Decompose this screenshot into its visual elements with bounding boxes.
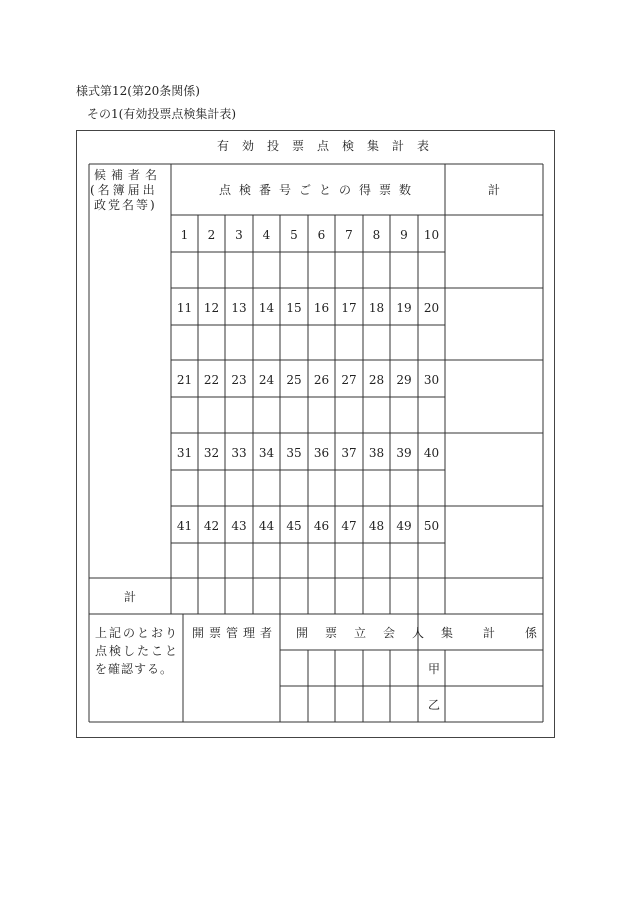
tally-row-b: 乙 — [428, 698, 441, 712]
tally-row-a: 甲 — [428, 662, 441, 676]
check-number: 31 — [176, 446, 193, 460]
check-number: 23 — [231, 373, 247, 387]
check-number: 7 — [345, 228, 353, 242]
check-number: 26 — [313, 373, 330, 387]
check-number: 5 — [290, 228, 298, 242]
check-number: 21 — [176, 373, 193, 387]
check-number: 12 — [203, 301, 220, 315]
tally-label: 集計係 — [441, 626, 568, 640]
check-number: 39 — [396, 446, 412, 460]
check-number: 11 — [176, 301, 193, 315]
check-number: 41 — [176, 519, 193, 533]
check-number: 2 — [207, 228, 216, 242]
check-number: 30 — [423, 373, 440, 387]
check-number: 4 — [262, 228, 271, 242]
check-number: 24 — [258, 373, 275, 387]
check-number: 35 — [286, 446, 302, 460]
check-number: 44 — [258, 519, 275, 533]
total-header: 計 — [488, 183, 501, 197]
check-number: 27 — [341, 373, 357, 387]
candidate-header-line-3: 政党名等) — [94, 198, 157, 212]
check-number: 16 — [313, 301, 330, 315]
check-number: 8 — [372, 228, 381, 242]
check-number: 43 — [231, 519, 247, 533]
check-number: 46 — [313, 519, 330, 533]
check-number: 45 — [286, 519, 302, 533]
count-header: 点検番号ごとの得票数 — [219, 183, 420, 197]
row-total-label: 計 — [124, 590, 137, 604]
statement-line-3: を確認する。 — [95, 662, 174, 676]
check-number: 13 — [231, 301, 247, 315]
check-number: 38 — [368, 446, 385, 460]
statement-line-2: 点検したこと — [95, 644, 180, 658]
manager-label: 開票管理者 — [192, 626, 278, 640]
check-number: 36 — [313, 446, 330, 460]
check-number: 33 — [231, 446, 247, 460]
check-number: 42 — [203, 519, 220, 533]
check-number: 20 — [423, 301, 440, 315]
candidate-header-line-1: 候補者名 — [94, 168, 163, 182]
statement-line-1: 上記のとおり — [95, 626, 180, 640]
form-number: 様式第12(第20条関係) — [76, 84, 200, 98]
check-number: 50 — [423, 519, 440, 533]
check-number: 10 — [423, 228, 440, 242]
check-number: 47 — [341, 519, 357, 533]
check-number: 40 — [423, 446, 440, 460]
candidate-header-line-2: (名簿届出 — [90, 183, 158, 197]
check-number: 37 — [341, 446, 357, 460]
check-number: 25 — [286, 373, 302, 387]
witness-label: 開票立会人 — [296, 626, 442, 640]
check-number: 19 — [396, 301, 412, 315]
check-number: 32 — [203, 446, 220, 460]
check-number: 14 — [258, 301, 275, 315]
check-number: 18 — [368, 301, 385, 315]
check-number: 28 — [368, 373, 385, 387]
check-number: 1 — [180, 228, 189, 242]
check-number: 15 — [286, 301, 302, 315]
check-number: 48 — [368, 519, 385, 533]
check-number: 22 — [203, 373, 220, 387]
check-number: 6 — [317, 228, 326, 242]
check-number: 3 — [235, 228, 243, 242]
check-number: 9 — [400, 228, 408, 242]
form-title: 有効投票点検集計表 — [217, 139, 443, 153]
check-number: 49 — [396, 519, 412, 533]
form-subtitle: その1(有効投票点検集計表) — [87, 107, 236, 121]
check-number: 17 — [341, 301, 357, 315]
check-number: 29 — [396, 373, 412, 387]
check-number: 34 — [258, 446, 275, 460]
